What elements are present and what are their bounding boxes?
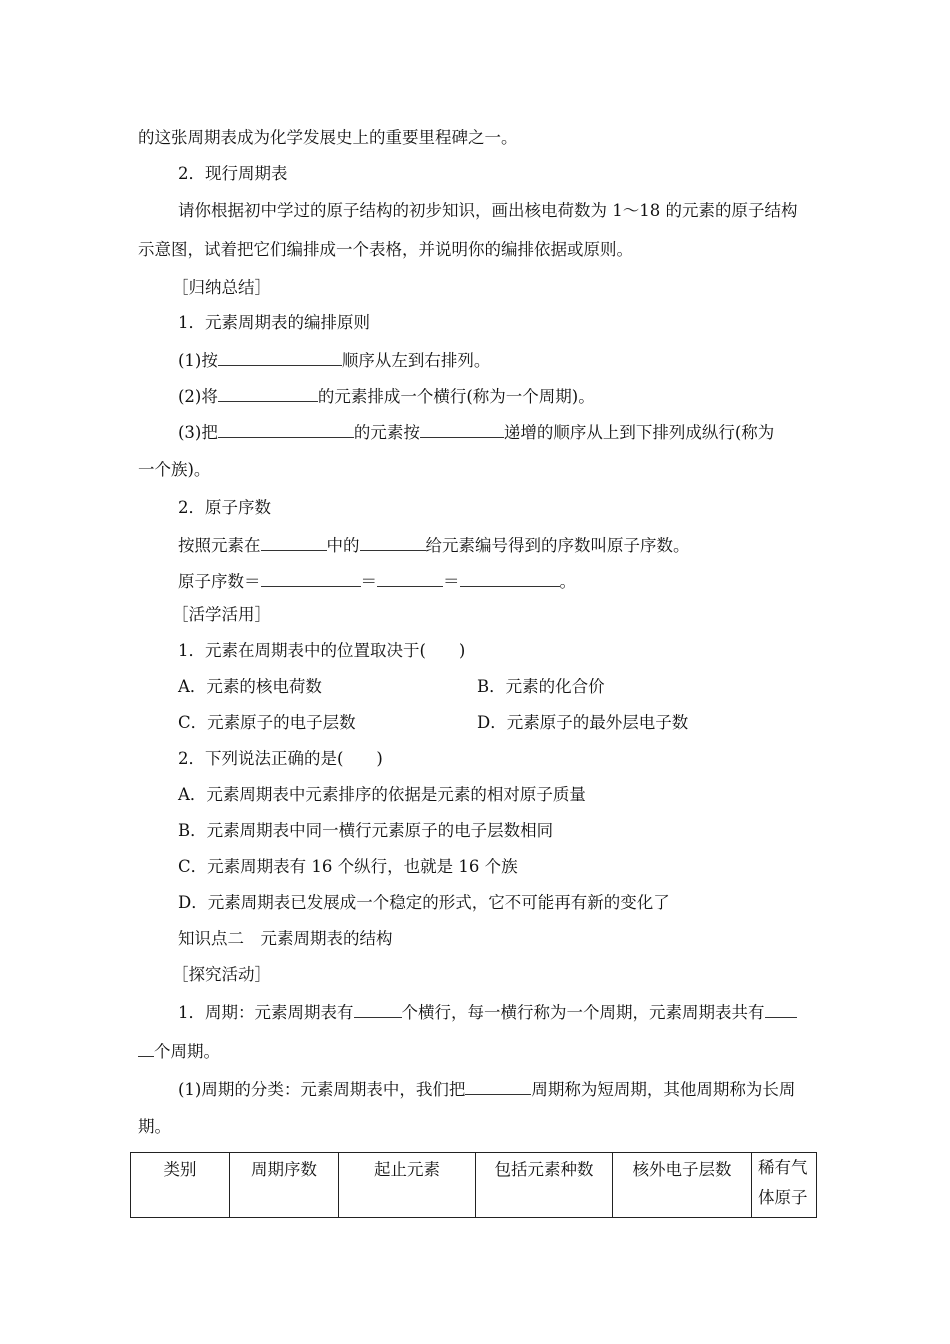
fill-line: [138, 1040, 220, 1062]
fill-line: [178, 349, 490, 371]
text-line: 一个族)。: [138, 460, 211, 479]
text: 的元素按: [353, 423, 420, 442]
section-heading: 2．原子序数: [178, 498, 271, 517]
option-b[interactable]: B．元素周期表中同一横行元素原子的电子层数相同: [178, 821, 554, 840]
fill-line: [178, 421, 774, 443]
text: (1)按: [178, 351, 218, 370]
fill-line: [178, 385, 595, 407]
option-c[interactable]: C．元素周期表有 16 个纵行，也就是 16 个族: [178, 857, 518, 876]
fill-line: [178, 570, 576, 592]
blank[interactable]: [218, 349, 342, 366]
header-line: 体原子: [758, 1188, 808, 1207]
bracket-heading: ［归纳总结］: [172, 278, 271, 297]
blank[interactable]: [377, 570, 443, 587]
fill-line: [178, 1078, 795, 1100]
fill-line: [178, 534, 690, 556]
table-cell: [752, 1153, 817, 1218]
text: 周期称为短周期，其他周期称为长周: [531, 1080, 796, 1099]
blank[interactable]: [261, 534, 327, 551]
table-cell: 类别: [131, 1153, 230, 1218]
blank[interactable]: [765, 1001, 797, 1018]
section-heading: 1．元素周期表的编排原则: [178, 313, 370, 332]
table-cell: 包括元素种数: [476, 1153, 613, 1218]
table-cell: 周期序数: [230, 1153, 339, 1218]
text-line: 示意图，试着把它们编排成一个表格，并说明你的编排依据或原则。: [138, 240, 633, 259]
option-a[interactable]: A．元素的核电荷数: [178, 677, 322, 696]
bracket-heading: ［活学活用］: [172, 605, 271, 624]
blank[interactable]: [218, 421, 354, 438]
knowledge-heading: 知识点二 元素周期表的结构: [178, 929, 393, 948]
text-line: 请你根据初中学过的原子结构的初步知识，画出核电荷数为 1～18 的元素的原子结构: [178, 201, 798, 220]
table-header-row: [131, 1153, 817, 1218]
question-1: 1．元素在周期表中的位置取决于( ): [178, 641, 466, 660]
text: 递增的顺序从上到下排列成纵行(称为: [503, 423, 775, 442]
blank[interactable]: [420, 421, 504, 438]
text-line: 期。: [138, 1117, 171, 1136]
blank[interactable]: [360, 534, 426, 551]
text: (1)周期的分类：元素周期表中，我们把: [178, 1080, 466, 1099]
option-d[interactable]: D．元素周期表已发展成一个稳定的形式，它不可能再有新的变化了: [178, 893, 670, 912]
text: 。: [559, 572, 576, 591]
text: 按照元素在: [178, 536, 261, 555]
text-line: 的这张周期表成为化学发展史上的重要里程碑之一。: [138, 128, 518, 147]
blank[interactable]: [465, 1078, 531, 1095]
blank[interactable]: [354, 1001, 402, 1018]
text: 个周期。: [154, 1042, 220, 1061]
text: 原子序数＝: [178, 572, 261, 591]
period-table: [130, 1152, 817, 1218]
header-line: 稀有气: [758, 1158, 808, 1177]
option-b[interactable]: B．元素的化合价: [477, 677, 605, 696]
section-heading: 2．现行周期表: [178, 164, 288, 183]
text: 顺序从左到右排列。: [341, 351, 491, 370]
option-c[interactable]: C．元素原子的电子层数: [178, 713, 356, 732]
blank[interactable]: [460, 570, 560, 587]
text: 个横行，每一横行称为一个周期，元素周期表共有: [401, 1003, 765, 1022]
option-d[interactable]: D．元素原子的最外层电子数: [477, 713, 689, 732]
blank[interactable]: [138, 1040, 154, 1057]
text: (2)将: [178, 387, 218, 406]
text: 1．周期：元素周期表有: [178, 1003, 354, 1022]
blank[interactable]: [261, 570, 361, 587]
table-cell: 核外电子层数: [613, 1153, 752, 1218]
text: ＝: [443, 572, 460, 591]
bracket-heading: ［探究活动］: [172, 965, 271, 984]
option-a[interactable]: A．元素周期表中元素排序的依据是元素的相对原子质量: [178, 785, 586, 804]
option-row: [178, 713, 878, 733]
text: 给元素编号得到的序数叫原子序数。: [425, 536, 690, 555]
blank[interactable]: [218, 385, 318, 402]
text: 中的: [326, 536, 360, 555]
option-row: [178, 677, 878, 697]
text: ＝: [360, 572, 377, 591]
question-2: 2．下列说法正确的是( ): [178, 749, 383, 768]
table-cell: 起止元素: [339, 1153, 476, 1218]
text: 的元素排成一个横行(称为一个周期)。: [317, 387, 595, 406]
text: (3)把: [178, 423, 218, 442]
fill-line: [178, 1001, 797, 1023]
